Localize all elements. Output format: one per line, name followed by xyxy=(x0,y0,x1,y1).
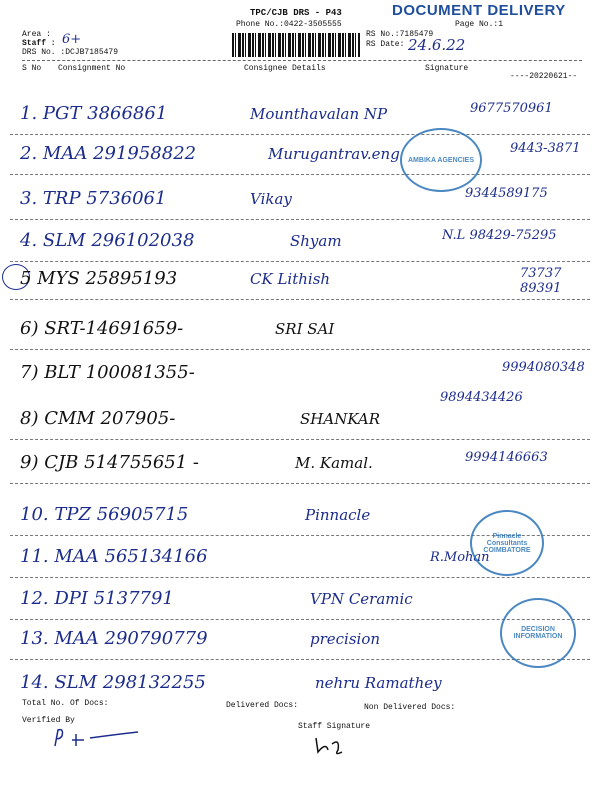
consignment-number: 12. DPI 5137791 xyxy=(20,588,174,609)
consignee-name: SRI SAI xyxy=(275,320,335,338)
list-item xyxy=(10,446,590,486)
consignment-number: 2. MAA 291958822 xyxy=(20,143,197,164)
consignment-number: 5 MYS 25895193 xyxy=(20,268,178,289)
consignee-name: Murugantrav.eng xyxy=(268,145,400,163)
phone-number: Phone No.:0422-3505555 xyxy=(236,20,342,29)
consignment-number: 11. MAA 565134166 xyxy=(20,546,208,567)
decision-stamp: DECISION INFORMATION xyxy=(500,598,576,668)
non-delivered-docs: Non Delivered Docs: xyxy=(364,703,456,712)
consignment-number: 13. MAA 290790779 xyxy=(20,628,208,649)
list-item xyxy=(10,262,590,302)
consignee-name: Pinnacle xyxy=(305,506,371,524)
consignment-number: 3. TRP 5736061 xyxy=(20,188,167,209)
list-item xyxy=(10,312,590,352)
consignment-number: 8) CMM 207905- xyxy=(20,408,176,429)
rs-date-value: 24.6.22 xyxy=(408,36,466,54)
agency-stamp: AMBIKA AGENCIES xyxy=(400,128,482,192)
signature: 9344589175 xyxy=(465,186,548,201)
staff-signature-mark xyxy=(312,732,352,756)
signature: N.L 98429-75295 xyxy=(442,228,557,243)
list-item xyxy=(10,224,590,264)
consignment-number: 1. PGT 3866861 xyxy=(20,103,168,124)
page-number: Page No.:1 xyxy=(455,20,504,29)
signature: 9677570961 xyxy=(470,101,553,116)
rs-date-label: RS Date: xyxy=(366,40,405,49)
consignee-name: M. Kamal. xyxy=(295,454,373,472)
consignee-name: CK Lithish xyxy=(250,270,331,288)
col-sno: S No xyxy=(22,64,42,73)
consignment-number: 10. TPZ 56905715 xyxy=(20,504,189,525)
consignment-number: 9) CJB 514755651 - xyxy=(20,452,200,473)
consignee-name: SHANKAR xyxy=(300,410,381,428)
verified-by: Verified By xyxy=(22,716,75,725)
barcode xyxy=(232,33,360,57)
header-divider xyxy=(22,60,582,61)
page-title: DOCUMENT DELIVERY xyxy=(392,2,566,19)
consignment-number: 6) SRT-14691659- xyxy=(20,318,184,339)
list-item xyxy=(10,137,590,177)
staff-value: 6+ xyxy=(62,32,82,47)
col-consignment: Consignment No xyxy=(58,64,126,73)
consignment-number: 4. SLM 296102038 xyxy=(20,230,195,251)
pinnacle-stamp: Pinnacle Consultants COIMBATORE xyxy=(470,510,544,576)
consignee-name: precision xyxy=(310,630,381,648)
signature: 73737 89391 xyxy=(520,266,562,296)
signature: 9894434426 xyxy=(440,390,523,405)
signature: 9994146663 xyxy=(465,450,548,465)
list-item xyxy=(10,97,590,137)
consignee-name: VPN Ceramic xyxy=(310,590,413,608)
col-signature: Signature xyxy=(425,64,469,73)
staff-signature: Staff Signature xyxy=(298,722,371,731)
header-code: TPC/CJB DRS - P43 xyxy=(250,8,342,18)
date-stamp: ----20220621-- xyxy=(510,72,578,81)
list-item xyxy=(10,182,590,222)
signature: 9994080348 xyxy=(502,360,585,375)
consignee-name: Vikay xyxy=(250,190,292,208)
consignee-name: Shyam xyxy=(290,232,342,250)
staff-label: Staff : xyxy=(22,39,56,48)
list-item xyxy=(10,582,590,622)
signature: 9443-3871 xyxy=(510,141,581,156)
area-label: Area : xyxy=(22,30,51,39)
rs-number: RS No.:7185479 xyxy=(366,30,434,39)
total-docs: Total No. Of Docs: xyxy=(22,699,109,708)
signature: R.Mohan xyxy=(430,550,490,565)
consignment-number: 7) BLT 100081355- xyxy=(20,362,195,383)
col-consignee: Consignee Details xyxy=(244,64,326,73)
verifier-signature xyxy=(50,726,140,750)
delivered-docs: Delivered Docs: xyxy=(226,701,299,710)
consignee-name: nehru Ramathey xyxy=(315,674,442,692)
consignment-number: 14. SLM 298132255 xyxy=(20,672,206,693)
list-item xyxy=(10,390,590,442)
drs-number: DRS No. :DCJB7185479 xyxy=(22,48,119,57)
consignee-name: Mounthavalan NP xyxy=(250,105,388,123)
